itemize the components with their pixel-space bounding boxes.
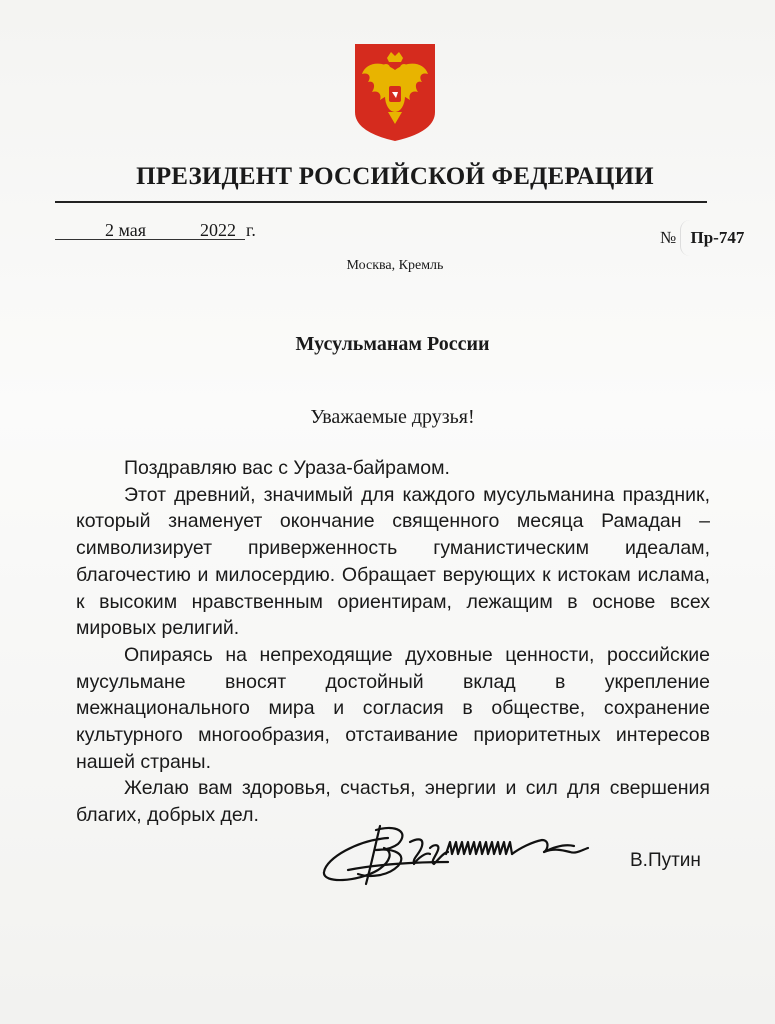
- place-of-issue: Москва, Кремль: [346, 258, 444, 273]
- number-value: Пр-747: [690, 228, 745, 247]
- document-number: [660, 228, 744, 248]
- date-year-suffix: 22: [218, 220, 236, 240]
- date-day: 2 мая: [105, 220, 147, 240]
- date-year: [200, 220, 236, 241]
- salutation: Уважаемые друзья!: [310, 406, 475, 428]
- date-year-prefix: 20: [200, 220, 218, 240]
- paragraph: Этот древний, значимый для каждого мусульманина праздник, который знаменует окончание священного месяца Рамадан – символизирует приверженность гуманистическим идеалам, благочестию и милосердию. Обращает верующих к истокам ислама, к высоким нравственным ориентирам, лежащим в основе всех мировых религий.: [76, 483, 710, 640]
- addressee: Мусульманам России: [295, 333, 490, 355]
- paragraph: Поздравляю вас с Ураза-байрамом.: [124, 457, 450, 479]
- date-suffix: г.: [246, 220, 256, 240]
- signer-name: В.Путин: [630, 850, 701, 871]
- paragraph: Опираясь на непреходящие духовные ценности, российские мусульмане вносят достойный вклад в укрепление межнационального мира и согласия в обществе, сохранение культурного многообразия, отстаивание приоритетных интересов нашей страны.: [76, 643, 710, 773]
- document-date: [55, 220, 295, 244]
- page-title: ПРЕЗИДЕНТ РОССИЙСКОЙ ФЕДЕРАЦИИ: [136, 163, 654, 190]
- paragraph: Желаю вам здоровья, счастья, энергии и сил для свершения благих, добрых дел.: [76, 777, 710, 827]
- header-divider: [55, 201, 707, 203]
- number-symbol: №: [660, 228, 677, 247]
- russian-coat-of-arms-icon: [352, 42, 438, 142]
- letter-body: [76, 455, 710, 829]
- handwritten-signature-icon: [318, 818, 593, 890]
